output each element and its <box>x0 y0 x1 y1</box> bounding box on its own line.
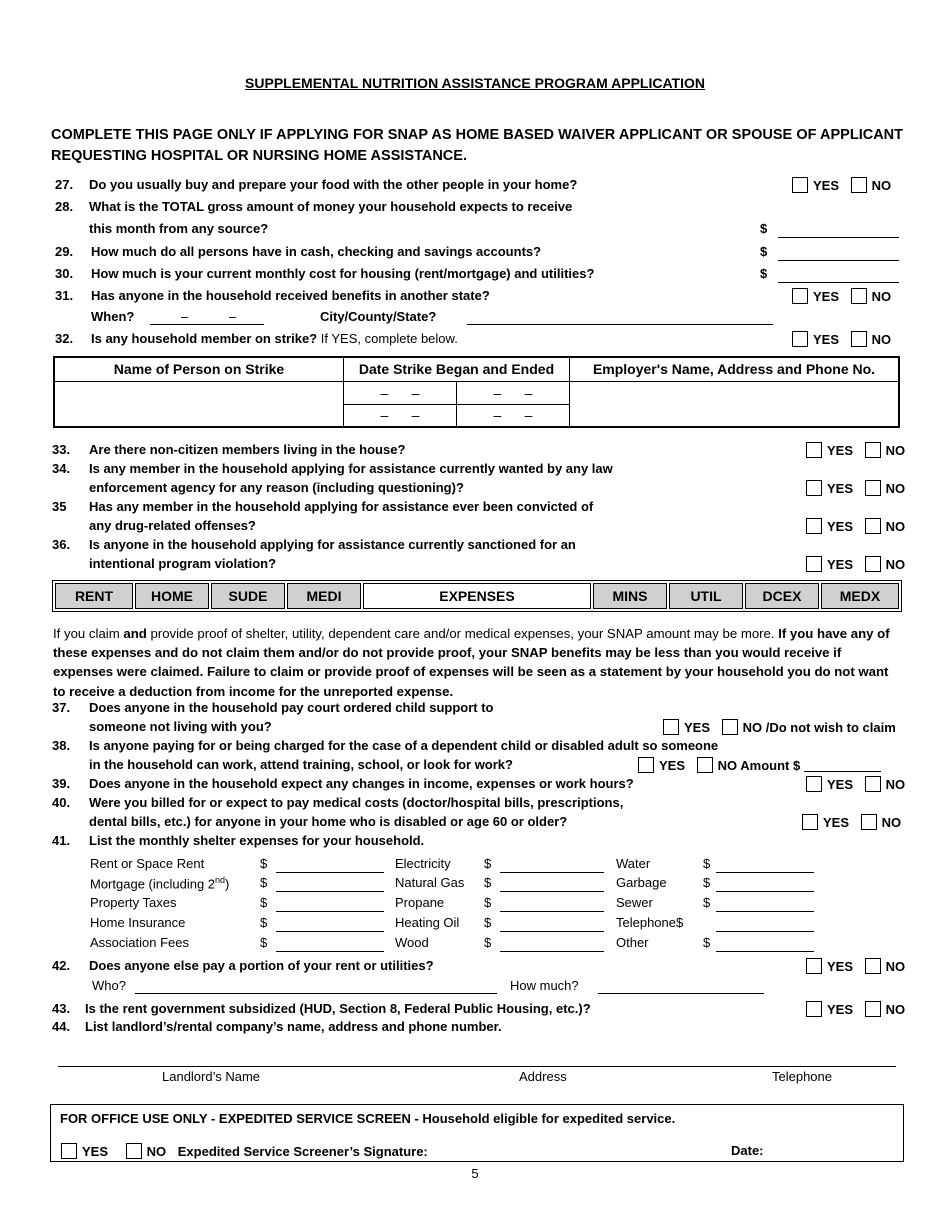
expense-label-garbage: Garbage <box>616 875 667 890</box>
expense-label-sewer: Sewer <box>616 895 653 910</box>
q42-who-label: Who? <box>92 978 126 993</box>
q27-yes-checkbox[interactable] <box>792 177 808 193</box>
no-amount-label: NO Amount $ <box>717 758 801 773</box>
dollar-sign: $ <box>703 856 711 871</box>
q41-number: 41. <box>52 833 71 848</box>
code-expenses: EXPENSES <box>363 583 591 609</box>
garbage-amount-field[interactable] <box>716 891 814 892</box>
landlord-info-field[interactable] <box>58 1066 896 1067</box>
dollar-sign: $ <box>260 895 268 910</box>
strike-col-date-header: Date Strike Began and Ended <box>344 357 570 381</box>
home-insurance-amount-field[interactable] <box>276 931 384 932</box>
q36-text-line2: intentional program violation? <box>89 556 277 571</box>
mortgage-label-superscript: nd <box>215 875 226 885</box>
q39-number: 39. <box>52 776 71 791</box>
notice-text: provide proof of shelter, utility, dependent care and/or medical expenses, your SNAP amount may be more. <box>146 626 779 641</box>
no-label: NO <box>146 1144 167 1159</box>
q28-dollar-sign: $ <box>760 221 768 236</box>
q40-text-line1: Were you billed for or expect to pay medical costs (doctor/hospital bills, prescriptions, <box>89 795 624 810</box>
rent-amount-field[interactable] <box>276 872 384 873</box>
expense-label-property-taxes: Property Taxes <box>90 895 177 910</box>
dollar-sign: $ <box>703 895 711 910</box>
q42-text: Does anyone else pay a portion of your rent or utilities? <box>89 958 434 973</box>
q36-no-checkbox[interactable] <box>865 556 881 572</box>
expense-label-heating-oil: Heating Oil <box>395 915 460 930</box>
telephone-amount-field[interactable] <box>716 931 814 932</box>
q27-no-checkbox[interactable] <box>851 177 867 193</box>
yes-label: YES <box>827 959 854 974</box>
q30-amount-field[interactable] <box>778 282 899 283</box>
q36-text-line1: Is anyone in the household applying for assistance currently sanctioned for an <box>89 537 576 552</box>
q31-city-label: City/County/State? <box>320 309 437 324</box>
dollar-sign: $ <box>484 935 492 950</box>
q43-yes-checkbox[interactable] <box>806 1001 822 1017</box>
expense-label-home-insurance: Home Insurance <box>90 915 186 930</box>
expense-code-bar <box>52 580 902 612</box>
office-yes-no <box>61 1143 428 1159</box>
q44-number: 44. <box>52 1019 71 1034</box>
expense-notice <box>53 624 903 701</box>
q41-text: List the monthly shelter expenses for your household. <box>89 833 425 848</box>
yes-label: YES <box>813 178 840 193</box>
q30-number: 30. <box>55 266 74 281</box>
date-separator: – <box>380 384 389 401</box>
yes-label: YES <box>827 1002 854 1017</box>
landlord-address-label: Address <box>519 1069 567 1084</box>
mortgage-label-close: ) <box>225 876 230 892</box>
expense-label-mortgage <box>90 875 229 891</box>
q35-yes-no <box>806 518 905 534</box>
strike-date-ended-2[interactable] <box>457 404 570 427</box>
date-separator: – <box>524 384 533 401</box>
strike-date-began-2[interactable] <box>344 404 457 427</box>
other-amount-field[interactable] <box>716 951 814 952</box>
q40-number: 40. <box>52 795 71 810</box>
q42-who-field[interactable] <box>135 993 497 994</box>
expense-label-water: Water <box>616 856 651 871</box>
q35-no-checkbox[interactable] <box>865 518 881 534</box>
q38-yes-checkbox[interactable] <box>638 757 654 773</box>
yes-label: YES <box>813 332 840 347</box>
yes-label: YES <box>827 777 854 792</box>
intro-instructions: COMPLETE THIS PAGE ONLY IF APPLYING FOR SNAP AS HOME BASED WAIVER APPLICANT OR SPOUSE OF APPLICANT REQUESTING HOSPITAL OR NURSING HOME ASSISTANCE. <box>51 127 903 164</box>
expense-label-electricity: Electricity <box>395 856 451 871</box>
notice-text-bold: and <box>123 626 147 641</box>
q40-yes-no <box>802 814 901 830</box>
q39-text: Does anyone in the household expect any changes in income, expenses or work hours? <box>89 776 634 791</box>
notice-text-bold: If you have any of these expenses and do not claim them and/or do not provide proof, your SNAP benefits may be less than you would receive if expenses were claimed. Failure to claim or provide proof of expenses will be seen as a statement by your household you do not want to receive a deduction from income for the unreported expense. <box>53 626 890 699</box>
no-label: NO <box>885 557 906 572</box>
dollar-sign: $ <box>484 856 492 871</box>
q40-text-line2: dental bills, etc.) for anyone in your home who is disabled or age 60 or older? <box>89 814 568 829</box>
dollar-sign: $ <box>484 875 492 890</box>
q32-question <box>91 331 458 346</box>
dollar-sign: $ <box>260 915 268 930</box>
q28-text-line2: this month from any source? <box>89 221 269 236</box>
screener-signature-label: Expedited Service Screener’s Signature: <box>177 1144 428 1159</box>
date-separator: – <box>380 407 389 424</box>
strike-col-employer-header: Employer's Name, Address and Phone No. <box>570 357 900 381</box>
strike-date-ended-1[interactable] <box>457 381 570 404</box>
q39-yes-checkbox[interactable] <box>806 776 822 792</box>
dollar-sign: $ <box>484 915 492 930</box>
q42-yes-checkbox[interactable] <box>806 958 822 974</box>
mortgage-label-text: Mortgage (including 2 <box>90 876 216 892</box>
q39-yes-no <box>806 776 905 792</box>
sewer-amount-field[interactable] <box>716 911 814 912</box>
page-title: SUPPLEMENTAL NUTRITION ASSISTANCE PROGRAM APPLICATION <box>245 75 705 91</box>
q29-amount-field[interactable] <box>778 260 899 261</box>
dollar-sign: $ <box>703 935 711 950</box>
code-medi: MEDI <box>287 583 361 609</box>
dollar-sign: $ <box>703 875 711 890</box>
q35-number: 35 <box>52 499 67 514</box>
landlord-telephone-label: Telephone <box>772 1069 832 1084</box>
expense-label-natural-gas: Natural Gas <box>395 875 465 890</box>
no-label: NO <box>871 289 892 304</box>
q43-no-checkbox[interactable] <box>865 1001 881 1017</box>
no-label: NO <box>885 777 906 792</box>
no-label: NO <box>885 959 906 974</box>
q37-yes-checkbox[interactable] <box>663 719 679 735</box>
q35-text-line2: any drug-related offenses? <box>89 518 256 533</box>
date-separator: – <box>411 407 420 424</box>
q29-number: 29. <box>55 244 74 259</box>
q29-dollar-sign: $ <box>760 244 768 259</box>
yes-label: YES <box>82 1144 109 1159</box>
no-decline-label: NO /Do not wish to claim <box>742 720 896 735</box>
expense-label-association-fees: Association Fees <box>90 935 189 950</box>
date-separator: – <box>229 309 237 324</box>
yes-label: YES <box>823 815 850 830</box>
strike-employer-cell[interactable] <box>570 381 900 427</box>
q34-text-line2: enforcement agency for any reason (including questioning)? <box>89 480 464 495</box>
no-label: NO <box>881 815 902 830</box>
q33-yes-no <box>806 442 905 458</box>
q32-note: If YES, complete below. <box>320 331 458 346</box>
dollar-sign: $ <box>260 875 268 890</box>
yes-label: YES <box>684 720 711 735</box>
q34-yes-checkbox[interactable] <box>806 480 822 496</box>
q31-yes-no <box>792 288 891 304</box>
q31-when-label: When? <box>91 309 135 324</box>
q31-when-date-field[interactable] <box>150 324 264 325</box>
q38-text-line2: in the household can work, attend training, school, or look for work? <box>89 757 513 772</box>
q42-yes-no <box>806 958 905 974</box>
office-yes-checkbox[interactable] <box>61 1143 77 1159</box>
q43-yes-no <box>806 1001 905 1017</box>
office-no-checkbox[interactable] <box>126 1143 142 1159</box>
office-use-box <box>50 1104 904 1162</box>
code-medx: MEDX <box>821 583 899 609</box>
q35-yes-checkbox[interactable] <box>806 518 822 534</box>
q37-text-line1: Does anyone in the household pay court ordered child support to <box>89 700 494 715</box>
q42-number: 42. <box>52 958 71 973</box>
heating-oil-amount-field[interactable] <box>500 931 604 932</box>
propane-amount-field[interactable] <box>500 911 604 912</box>
code-home: HOME <box>135 583 209 609</box>
office-use-heading: FOR OFFICE USE ONLY - EXPEDITED SERVICE SCREEN - Household eligible for expedited service. <box>60 1111 676 1126</box>
q37-number: 37. <box>52 700 71 715</box>
strike-table <box>53 356 900 428</box>
q27-yes-no <box>792 177 891 193</box>
date-separator: – <box>493 407 502 424</box>
strike-name-cell[interactable] <box>54 381 344 427</box>
expense-label-propane: Propane <box>395 895 445 910</box>
q34-yes-no <box>806 480 905 496</box>
q34-text-line1: Is any member in the household applying for assistance currently wanted by any law <box>89 461 613 476</box>
code-sude: SUDE <box>211 583 285 609</box>
q32-yes-no <box>792 331 891 347</box>
q38-yes-no <box>638 757 800 773</box>
q42-how-much-label: How much? <box>510 978 579 993</box>
q33-no-checkbox[interactable] <box>865 442 881 458</box>
q43-number: 43. <box>52 1001 71 1016</box>
date-separator: – <box>181 309 189 324</box>
q36-yes-no <box>806 556 905 572</box>
date-separator: – <box>411 384 420 401</box>
dollar-sign: $ <box>260 935 268 950</box>
strike-date-began-1[interactable] <box>344 381 457 404</box>
property-taxes-amount-field[interactable] <box>276 911 384 912</box>
yes-label: YES <box>827 443 854 458</box>
q27-number: 27. <box>55 177 74 192</box>
mortgage-amount-field[interactable] <box>276 891 384 892</box>
no-label: NO <box>871 332 892 347</box>
q31-text: Has anyone in the household received benefits in another state? <box>91 288 490 303</box>
no-label: NO <box>885 519 906 534</box>
landlord-name-label: Landlord’s Name <box>162 1069 261 1084</box>
office-date-label: Date: <box>731 1143 764 1158</box>
q43-text: Is the rent government subsidized (HUD, Section 8, Federal Public Housing, etc.)? <box>85 1001 591 1016</box>
dollar-sign: $ <box>484 895 492 910</box>
q44-text: List landlord’s/rental company’s name, address and phone number. <box>85 1019 502 1034</box>
q36-yes-checkbox[interactable] <box>806 556 822 572</box>
q33-text: Are there non-citizen members living in the house? <box>89 442 406 457</box>
expense-label-wood: Wood <box>395 935 429 950</box>
water-amount-field[interactable] <box>716 872 814 873</box>
q28-number: 28. <box>55 199 74 214</box>
q30-dollar-sign: $ <box>760 266 768 281</box>
q33-yes-checkbox[interactable] <box>806 442 822 458</box>
q37-no-checkbox[interactable] <box>722 719 738 735</box>
q28-text-line1: What is the TOTAL gross amount of money your household expects to receive <box>89 199 573 214</box>
natural-gas-amount-field[interactable] <box>500 891 604 892</box>
q32-text: Is any household member on strike? <box>91 331 318 346</box>
no-label: NO <box>885 443 906 458</box>
q39-no-checkbox[interactable] <box>865 776 881 792</box>
q34-no-checkbox[interactable] <box>865 480 881 496</box>
q32-no-checkbox[interactable] <box>851 331 867 347</box>
code-util: UTIL <box>669 583 743 609</box>
yes-label: YES <box>827 519 854 534</box>
q34-number: 34. <box>52 461 71 476</box>
q27-text: Do you usually buy and prepare your food with the other people in your home? <box>89 177 578 192</box>
q37-text-line2: someone not living with you? <box>89 719 272 734</box>
q31-no-checkbox[interactable] <box>851 288 867 304</box>
strike-col-name-header: Name of Person on Strike <box>54 357 344 381</box>
code-dcex: DCEX <box>745 583 819 609</box>
q38-number: 38. <box>52 738 71 753</box>
q38-amount-field[interactable] <box>804 771 881 772</box>
date-separator: – <box>493 384 502 401</box>
wood-amount-field[interactable] <box>500 951 604 952</box>
association-fees-amount-field[interactable] <box>276 951 384 952</box>
no-label: NO <box>885 1002 906 1017</box>
electricity-amount-field[interactable] <box>500 872 604 873</box>
code-rent: RENT <box>55 583 133 609</box>
q31-number: 31. <box>55 288 74 303</box>
q38-text-line1: Is anyone paying for or being charged for the case of a dependent child or disabled adult so someone <box>89 738 719 753</box>
no-label: NO <box>885 481 906 496</box>
q42-no-checkbox[interactable] <box>865 958 881 974</box>
no-label: NO <box>871 178 892 193</box>
q36-number: 36. <box>52 537 71 552</box>
yes-label: YES <box>827 557 854 572</box>
q40-yes-checkbox[interactable] <box>802 814 818 830</box>
page-number: 5 <box>471 1166 479 1181</box>
q33-number: 33. <box>52 442 71 457</box>
q38-no-checkbox[interactable] <box>697 757 713 773</box>
q30-text: How much is your current monthly cost for housing (rent/mortgage) and utilities? <box>91 266 595 281</box>
q32-number: 32. <box>55 331 74 346</box>
dollar-sign: $ <box>260 856 268 871</box>
expense-label-telephone <box>616 915 683 930</box>
notice-text: If you claim <box>53 626 124 641</box>
yes-label: YES <box>659 758 686 773</box>
q28-amount-field[interactable] <box>778 237 899 238</box>
code-mins: MINS <box>593 583 667 609</box>
q32-yes-checkbox[interactable] <box>792 331 808 347</box>
q35-text-line1: Has any member in the household applying for assistance ever been convicted of <box>89 499 594 514</box>
expense-label-other: Other <box>616 935 649 950</box>
q40-no-checkbox[interactable] <box>861 814 877 830</box>
dollar-sign: $ <box>676 915 684 930</box>
date-separator: – <box>524 407 533 424</box>
q31-city-field[interactable] <box>467 324 773 325</box>
expense-label-rent: Rent or Space Rent <box>90 856 205 871</box>
yes-label: YES <box>813 289 840 304</box>
q31-yes-checkbox[interactable] <box>792 288 808 304</box>
q37-yes-no <box>663 719 896 735</box>
yes-label: YES <box>827 481 854 496</box>
telephone-label-text: Telephone <box>616 915 676 930</box>
q29-text: How much do all persons have in cash, checking and savings accounts? <box>91 244 542 259</box>
q42-how-much-field[interactable] <box>598 993 764 994</box>
